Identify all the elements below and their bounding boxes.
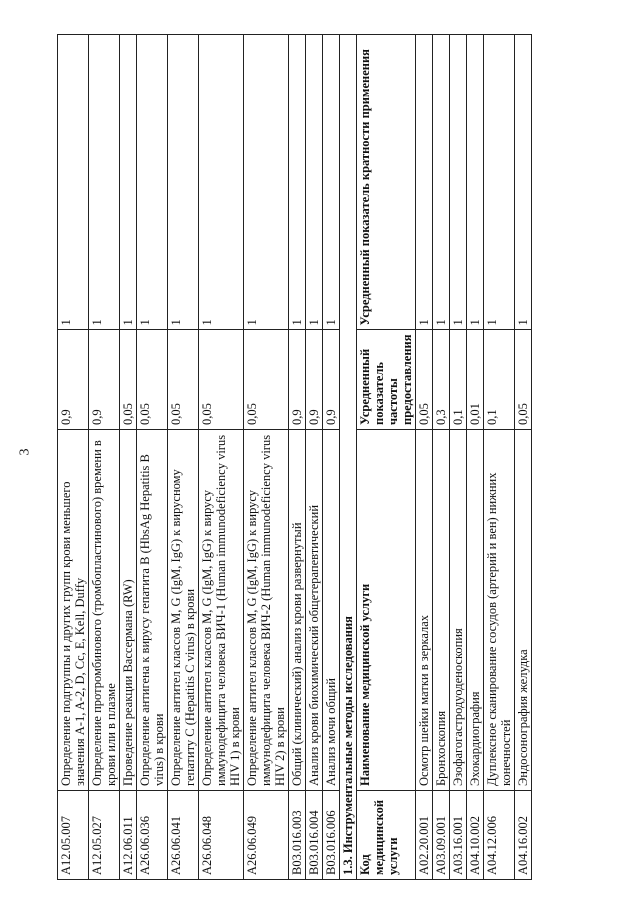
frequency-value: 0,05: [244, 330, 289, 430]
header-name: Наименование медицинской услуги: [357, 430, 416, 791]
table-row: [168, 35, 199, 880]
frequency-value: 0,9: [289, 330, 306, 430]
page-number: 3: [17, 448, 33, 456]
table-row: [515, 35, 532, 880]
service-name: Определение антител классов M, G (IgM, IgG) к вирусу иммунодефицита человека ВИЧ-1 (Human immunodeficiency virus HIV 1) в крови: [199, 430, 244, 791]
table-row: [484, 35, 515, 880]
frequency-value: 0,05: [416, 330, 433, 430]
service-name: Бронхоскопия: [433, 430, 450, 791]
table-row: [58, 35, 89, 880]
frequency-value: 0,05: [137, 330, 168, 430]
service-code: B03.016.004: [306, 791, 323, 880]
table-row: [137, 35, 168, 880]
table-row: [289, 35, 306, 880]
service-code: A26.06.041: [168, 791, 199, 880]
frequency-value: 0,9: [323, 330, 340, 430]
service-code: A02.20.001: [416, 791, 433, 880]
frequency-value: 0,1: [484, 330, 515, 430]
service-code: A04.10.002: [467, 791, 484, 880]
frequency-value: 0,01: [467, 330, 484, 430]
multiplicity-value: 1: [137, 35, 168, 330]
table-row: [450, 35, 467, 880]
table-row: [120, 35, 137, 880]
service-code: B03.016.006: [323, 791, 340, 880]
multiplicity-value: 1: [515, 35, 532, 330]
service-name: Проведение реакции Вассермана (RW): [120, 430, 137, 791]
service-name: Осмотр шейки матки в зеркалах: [416, 430, 433, 791]
service-name: Определение подгруппы и других групп крови меньшего значения A-1, A-2, D, Cc, E, Kell, Duffy: [58, 430, 89, 791]
multiplicity-value: 1: [58, 35, 89, 330]
frequency-value: 0,9: [58, 330, 89, 430]
rotated-page: [57, 34, 530, 880]
frequency-value: 0,05: [120, 330, 137, 430]
service-code: A04.12.006: [484, 791, 515, 880]
table-row: [433, 35, 450, 880]
frequency-value: 0,05: [199, 330, 244, 430]
table-row: [467, 35, 484, 880]
multiplicity-value: 1: [89, 35, 120, 330]
frequency-value: 0,9: [89, 330, 120, 430]
multiplicity-value: 1: [450, 35, 467, 330]
multiplicity-value: 1: [244, 35, 289, 330]
service-code: A12.05.027: [89, 791, 120, 880]
header-frequency: Усредненный показатель частоты предоставления: [357, 330, 416, 430]
table-row: [416, 35, 433, 880]
multiplicity-value: 1: [323, 35, 340, 330]
table-row: [306, 35, 323, 880]
multiplicity-value: 1: [433, 35, 450, 330]
table-row: [323, 35, 340, 880]
service-code: A04.16.002: [515, 791, 532, 880]
service-code: A26.06.049: [244, 791, 289, 880]
service-code: A03.16.001: [450, 791, 467, 880]
service-name: Анализ крови биохимический общетерапевтический: [306, 430, 323, 791]
service-name: Анализ мочи общий: [323, 430, 340, 791]
frequency-value: 0,3: [433, 330, 450, 430]
table-row: [199, 35, 244, 880]
table-row: [89, 35, 120, 880]
service-code: A03.09.001: [433, 791, 450, 880]
multiplicity-value: 1: [416, 35, 433, 330]
service-name: Эндосонография желудка: [515, 430, 532, 791]
section-title: 1.3. Инструментальные методы исследования: [340, 35, 357, 880]
multiplicity-value: 1: [484, 35, 515, 330]
service-code: A12.05.007: [58, 791, 89, 880]
multiplicity-value: 1: [120, 35, 137, 330]
section-row: [340, 35, 357, 880]
service-name: Общий (клинический) анализ крови развернутый: [289, 430, 306, 791]
service-name: Дуплексное сканирование сосудов (артерий и вен) нижних конечностей: [484, 430, 515, 791]
frequency-value: 0,05: [168, 330, 199, 430]
frequency-value: 0,1: [450, 330, 467, 430]
service-name: Эзофагогастродуоденоскопия: [450, 430, 467, 791]
service-name: Определение протромбинового (тромбопластинового) времени в крови или в плазме: [89, 430, 120, 791]
service-name: Определение антител классов M, G (IgM, IgG) к вирусу иммунодефицита человека ВИЧ-2 (Human immunodeficiency virus HIV 2) в крови: [244, 430, 289, 791]
multiplicity-value: 1: [467, 35, 484, 330]
header-code: Код медицинской услуги: [357, 791, 416, 880]
header-multiplicity: Усредненный показатель кратности применения: [357, 35, 416, 330]
service-code: A26.06.036: [137, 791, 168, 880]
services-table: [57, 34, 532, 880]
service-name: Эхокардиография: [467, 430, 484, 791]
multiplicity-value: 1: [306, 35, 323, 330]
multiplicity-value: 1: [289, 35, 306, 330]
table-row: [244, 35, 289, 880]
service-code: B03.016.003: [289, 791, 306, 880]
frequency-value: 0,9: [306, 330, 323, 430]
multiplicity-value: 1: [199, 35, 244, 330]
service-code: A26.06.048: [199, 791, 244, 880]
multiplicity-value: 1: [168, 35, 199, 330]
service-name: Определение антител классов M, G (IgM, IgG) к вирусному гепатиту C (Hepatitis C virus) в крови: [168, 430, 199, 791]
header-row: [357, 35, 416, 880]
frequency-value: 0,05: [515, 330, 532, 430]
service-code: A12.06.011: [120, 791, 137, 880]
service-name: Определение антигена к вирусу гепатита B (HbsAg Hepatitis B virus) в крови: [137, 430, 168, 791]
